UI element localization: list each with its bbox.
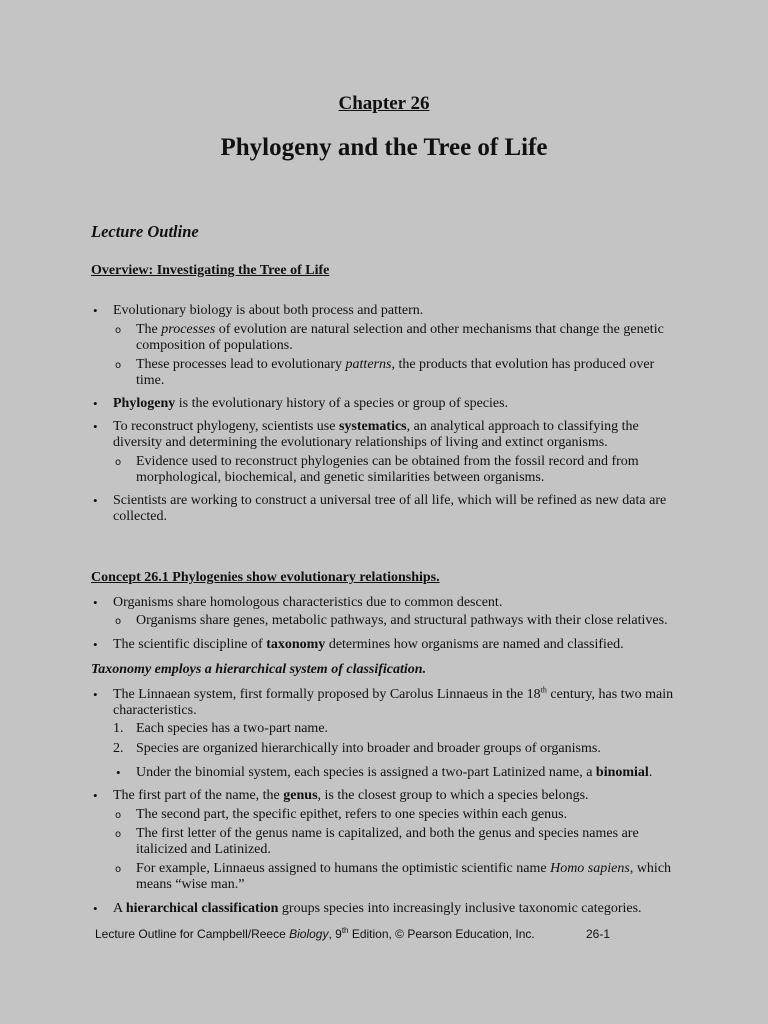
bullet-marker: • xyxy=(93,637,98,652)
page-number: 26-1 xyxy=(586,927,611,941)
concept-bullet-1: Organisms share homologous characteristics due to common descent. xyxy=(113,595,503,610)
bullet-marker: • xyxy=(116,765,121,780)
footer-citation: Lecture Outline for Campbell/Reece Biology, 9th Edition, © Pearson Education, Inc. xyxy=(95,926,535,941)
concept-bullet-5: A hierarchical classification groups species into increasingly inclusive taxonomic categories. xyxy=(113,901,642,916)
overview-bullet-2: Phylogeny is the evolutionary history of a species or group of species. xyxy=(113,396,509,411)
concept-sub-2: The second part, the specific epithet, refers to one species within each genus. xyxy=(136,807,568,822)
overview-sub-1: The processes of evolution are natural selection and other mechanisms that change the genetic xyxy=(136,322,664,337)
overview-bullet-1: Evolutionary biology is about both process and pattern. xyxy=(113,303,424,318)
bullet-marker: • xyxy=(93,493,98,508)
concept-sub-1: Organisms share genes, metabolic pathways, and structural pathways with their close relatives. xyxy=(136,613,668,628)
overview-sub-1-line2: composition of populations. xyxy=(136,338,293,353)
numbered-marker: 2. xyxy=(113,741,124,756)
overview-bullet-3: To reconstruct phylogeny, scientists use systematics, an analytical approach to classifying the xyxy=(113,419,639,434)
bullet-marker: • xyxy=(93,595,98,610)
overview-bullet-4: Scientists are working to construct a universal tree of all life, which will be refined as new data are xyxy=(113,493,667,508)
concept-sub-4: For example, Linnaeus assigned to humans the optimistic scientific name Homo sapiens, which xyxy=(136,861,672,876)
sub-bullet-marker: o xyxy=(115,616,122,627)
lecture-outline-heading: Lecture Outline xyxy=(91,222,199,241)
concept-bullet-4: The first part of the name, the genus, is the closest group to which a species belongs. xyxy=(113,788,589,803)
sub-bullet-marker: o xyxy=(115,360,122,371)
taxonomy-subheading: Taxonomy employs a hierarchical system of classification. xyxy=(91,662,427,677)
concept-sub-4-line2: means “wise man.” xyxy=(136,877,245,892)
concept-sub-3: The first letter of the genus name is capitalized, and both the genus and species names are xyxy=(136,826,639,841)
concept-bullet-3: The Linnaean system, first formally proposed by Carolus Linnaeus in the 18th century, has two main xyxy=(113,685,674,702)
overview-sub-3-line2: morphological, biochemical, and genetic similarities between organisms. xyxy=(136,470,545,485)
binomial-bullet: Under the binomial system, each species is assigned a two-part Latinized name, a binomial. xyxy=(136,765,653,780)
sub-bullet-marker: o xyxy=(115,829,122,840)
numbered-item-1: Each species has a two-part name. xyxy=(136,721,329,736)
numbered-item-2: Species are organized hierarchically into broader and broader groups of organisms. xyxy=(136,741,601,756)
sub-bullet-marker: o xyxy=(115,810,122,821)
bullet-marker: • xyxy=(93,303,98,318)
bullet-marker: • xyxy=(93,687,98,702)
overview-bullet-3-line2: diversity and determining the evolutionary relationships of living and extinct organisms. xyxy=(113,435,608,450)
overview-sub-2-line2: time. xyxy=(136,373,165,388)
chapter-number: Chapter 26 xyxy=(338,93,430,114)
bullet-marker: • xyxy=(93,396,98,411)
overview-sub-2: These processes lead to evolutionary patterns, the products that evolution has produced over xyxy=(136,357,655,372)
bullet-marker: • xyxy=(93,788,98,803)
bullet-marker: • xyxy=(93,419,98,434)
chapter-title: Phylogeny and the Tree of Life xyxy=(220,134,548,161)
concept-bullet-2: The scientific discipline of taxonomy determines how organisms are named and classified. xyxy=(113,637,624,652)
numbered-marker: 1. xyxy=(113,721,124,736)
concept-bullet-3-line2: characteristics. xyxy=(113,703,197,718)
overview-sub-3: Evidence used to reconstruct phylogenies can be obtained from the fossil record and from xyxy=(136,454,639,469)
concept-heading: Concept 26.1 Phylogenies show evolutionary relationships. xyxy=(91,570,440,585)
sub-bullet-marker: o xyxy=(115,864,122,875)
bullet-marker: • xyxy=(93,901,98,916)
overview-heading: Overview: Investigating the Tree of Life xyxy=(91,263,330,278)
concept-sub-3-line2: italicized and Latinized. xyxy=(136,842,271,857)
overview-bullet-4-line2: collected. xyxy=(113,509,168,524)
sub-bullet-marker: o xyxy=(115,457,122,468)
sub-bullet-marker: o xyxy=(115,325,122,336)
